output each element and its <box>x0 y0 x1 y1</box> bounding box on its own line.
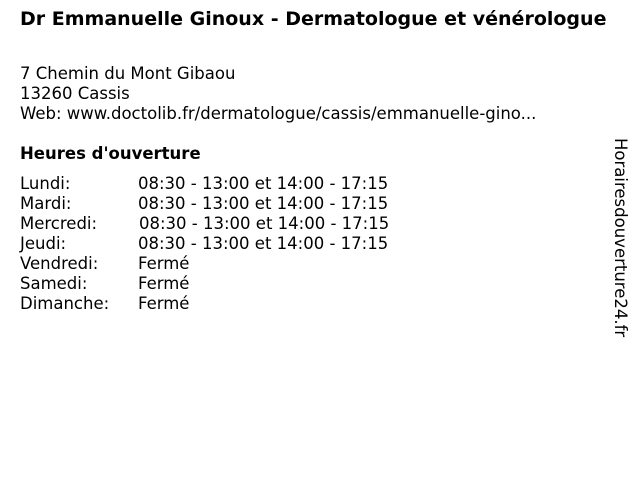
opening-hours-heading: Heures d'ouverture <box>20 144 201 163</box>
day-label: Lundi: <box>20 174 71 193</box>
day-hours: 08:30 - 13:00 et 14:00 - 17:15 <box>138 174 389 193</box>
city-postcode: 13260 Cassis <box>20 84 130 103</box>
hours-row-thursday <box>20 234 440 254</box>
practitioner-name: Dr Emmanuelle Ginoux - Dermatologue et vénérologue <box>20 8 607 30</box>
hours-row-saturday <box>20 274 440 294</box>
day-hours: Fermé <box>138 294 190 313</box>
site-watermark: Horairesdouverture24.fr <box>611 138 630 338</box>
day-label: Samedi: <box>20 274 88 293</box>
day-hours: 08:30 - 13:00 et 14:00 - 17:15 <box>138 194 389 213</box>
day-hours: Fermé <box>138 254 190 273</box>
day-label: Mercredi: <box>20 214 98 233</box>
hours-row-sunday <box>20 294 440 314</box>
day-label: Dimanche: <box>20 294 110 313</box>
day-hours: 08:30 - 13:00 et 14:00 - 17:15 <box>139 214 390 233</box>
opening-hours-table <box>20 174 440 314</box>
hours-row-tuesday <box>20 194 440 214</box>
day-label: Jeudi: <box>20 234 67 253</box>
street-address: 7 Chemin du Mont Gibaou <box>20 64 236 83</box>
address-block <box>20 64 536 124</box>
day-label: Vendredi: <box>20 254 99 273</box>
day-hours: Fermé <box>138 274 190 293</box>
hours-row-friday <box>20 254 440 274</box>
hours-row-wednesday <box>20 214 440 234</box>
day-label: Mardi: <box>20 194 72 213</box>
website-line[interactable]: Web: www.doctolib.fr/dermatologue/cassis/emmanuelle-gino... <box>20 104 537 123</box>
hours-row-monday <box>20 174 440 194</box>
day-hours: 08:30 - 13:00 et 14:00 - 17:15 <box>138 234 389 253</box>
